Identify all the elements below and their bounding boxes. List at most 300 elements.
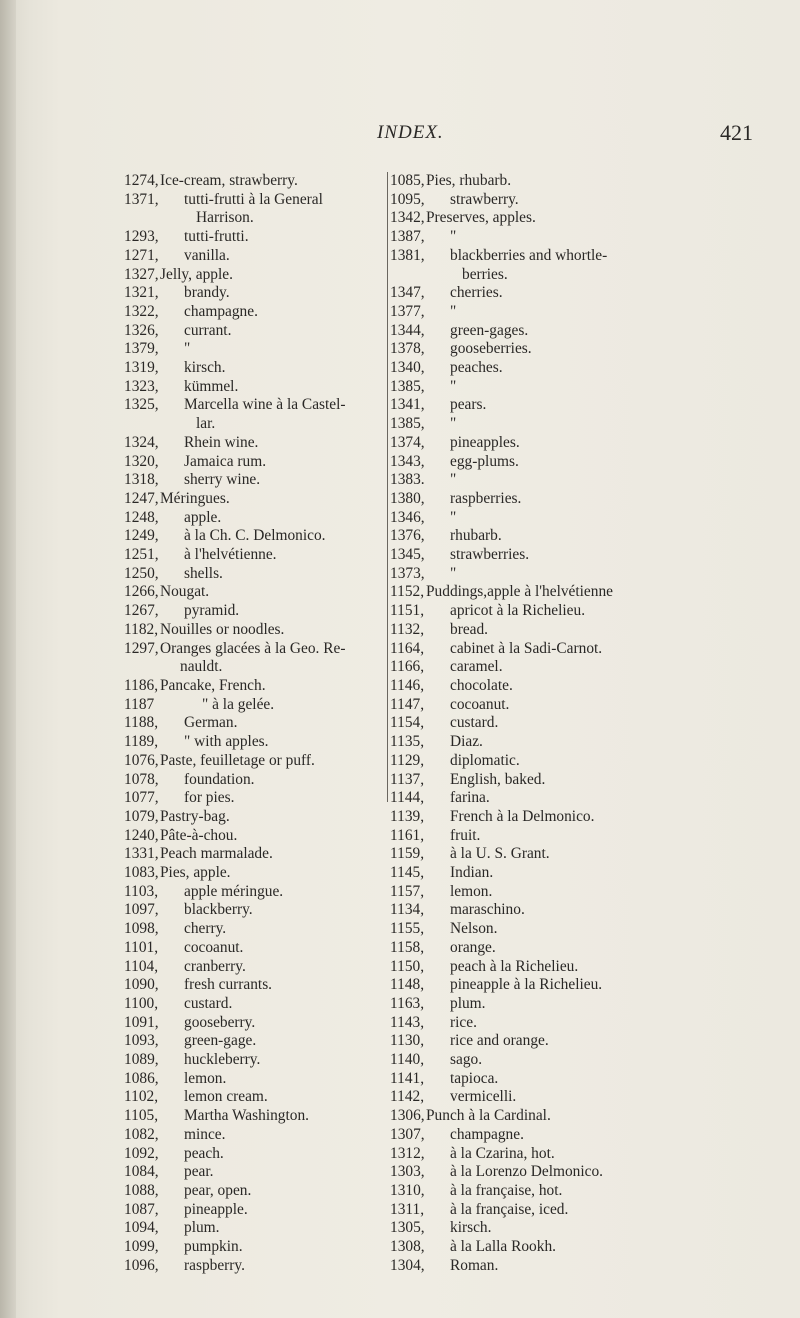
index-entry (124, 1182, 387, 1201)
index-entry (390, 1126, 670, 1145)
entry-term: plum. (184, 1219, 220, 1237)
entry-term: cherry. (184, 920, 227, 938)
entry-continuation: Harrison. (196, 209, 254, 227)
entry-term: rice. (450, 1013, 477, 1031)
index-column-left (124, 172, 387, 1275)
entry-term: peach à la Richelieu. (450, 957, 579, 975)
entry-term: gooseberry. (184, 1013, 256, 1031)
entry-term: green-gages. (450, 321, 529, 339)
entry-term: English, baked. (450, 770, 546, 788)
entry-term: Peach marmalade. (160, 845, 273, 863)
entry-term: " (450, 228, 457, 246)
index-entry (124, 920, 387, 939)
index-entry (124, 621, 387, 640)
entry-term: strawberries. (450, 546, 530, 564)
entry-number: 1347, (390, 284, 425, 302)
index-entry (390, 1032, 670, 1051)
index-entry (390, 303, 670, 322)
page-gutter (0, 0, 16, 1318)
entry-term: Jamaica rum. (184, 452, 267, 470)
index-entry (124, 490, 387, 509)
entry-number: 1318, (124, 471, 159, 489)
entry-number: 1079, (124, 807, 159, 825)
index-entry (390, 359, 670, 378)
entry-term: strawberry. (450, 190, 519, 208)
entry-term: fruit. (450, 826, 481, 844)
entry-number: 1088, (124, 1181, 159, 1199)
index-entry (124, 378, 387, 397)
entry-number: 1090, (124, 976, 159, 994)
index-entry (124, 1201, 387, 1220)
index-entry (390, 827, 670, 846)
index-entry (390, 789, 670, 808)
entry-term: " (450, 415, 457, 433)
entry-term: Nougat. (160, 583, 210, 601)
entry-number: 1380, (390, 489, 425, 507)
entry-number: 1310, (390, 1181, 425, 1199)
entry-number: 1078, (124, 770, 159, 788)
index-entry (124, 602, 387, 621)
index-entry (390, 1070, 670, 1089)
index-entry (390, 490, 670, 509)
running-title: INDEX. (377, 122, 444, 143)
index-entry (124, 827, 387, 846)
entry-number: 1374, (390, 433, 425, 451)
entry-number: 1101, (124, 938, 159, 956)
entry-term: peach. (184, 1144, 224, 1162)
page-number: 421 (720, 120, 753, 145)
entry-term: lemon cream. (184, 1088, 268, 1106)
entry-number: 1377, (390, 302, 425, 320)
entry-term: à l'helvétienne. (184, 546, 277, 564)
entry-term: cocoanut. (450, 695, 510, 713)
entry-number: 1340, (390, 359, 425, 377)
entry-number: 1303, (390, 1163, 425, 1181)
index-entry (124, 901, 387, 920)
entry-number: 1343, (390, 452, 425, 470)
entry-number: 1305, (390, 1219, 425, 1237)
entry-term: brandy. (184, 284, 230, 302)
entry-term: diplomatic. (450, 751, 520, 769)
entry-number: 1103, (124, 882, 159, 900)
entry-term: rice and orange. (450, 1032, 549, 1050)
entry-number: 1381, (390, 246, 425, 264)
entry-number: 1376, (390, 527, 425, 545)
index-entry (390, 640, 670, 659)
entry-number: 1271, (124, 246, 159, 264)
entry-number: 1158, (390, 938, 425, 956)
entry-term: orange. (450, 938, 496, 956)
entry-term: Ice-cream, strawberry. (160, 172, 298, 189)
index-entry (124, 509, 387, 528)
entry-term: à la française, hot. (450, 1181, 563, 1199)
index-entry (124, 677, 387, 696)
index-entry (390, 677, 670, 696)
entry-term: tapioca. (450, 1069, 499, 1087)
entry-number: 1248, (124, 508, 159, 526)
entry-term: vanilla. (184, 246, 230, 264)
entry-number: 1134, (390, 901, 425, 919)
index-entry (390, 733, 670, 752)
entry-term: maraschino. (450, 901, 525, 919)
index-entry (124, 808, 387, 827)
entry-term: Paste, feuilletage or puff. (160, 751, 315, 769)
entry-term: custard. (184, 994, 233, 1012)
entry-term: sago. (450, 1051, 483, 1069)
entry-number: 1373, (390, 564, 425, 582)
entry-term: " à la gelée. (202, 695, 275, 713)
entry-term: Pâte-à-chou. (160, 826, 238, 844)
entry-continuation: berries. (462, 265, 508, 283)
entry-number: 1345, (390, 546, 425, 564)
entry-term: Martha Washington. (184, 1107, 310, 1125)
entry-term: cranberry. (184, 957, 246, 975)
index-entry (390, 995, 670, 1014)
entry-number: 1140, (390, 1051, 425, 1069)
index-entry (390, 602, 670, 621)
entry-number: 1311, (390, 1200, 425, 1218)
entry-number: 1100, (124, 994, 159, 1012)
index-entry (390, 1163, 670, 1182)
entry-number: 1307, (390, 1125, 425, 1143)
index-entry (124, 1126, 387, 1145)
entry-number: 1341, (390, 396, 425, 414)
column-divider (387, 172, 388, 802)
entry-term: à la Czarina, hot. (450, 1144, 555, 1162)
index-entry (390, 434, 670, 453)
index-entry (390, 1219, 670, 1238)
index-entry (124, 1163, 387, 1182)
entry-term: blackberry. (184, 901, 253, 919)
entry-term: Nelson. (450, 920, 498, 938)
index-entry (390, 976, 670, 995)
entry-number: 1312, (390, 1144, 425, 1162)
index-entry (124, 266, 387, 285)
entry-term: apple. (184, 508, 222, 526)
index-entry (390, 415, 670, 434)
entry-number: 1163, (390, 994, 425, 1012)
index-entry (390, 808, 670, 827)
index-entry (124, 359, 387, 378)
entry-number: 1146, (390, 676, 425, 694)
entry-number: 1346, (390, 508, 425, 526)
entry-number: 1097, (124, 901, 159, 919)
entry-term: kirsch. (450, 1219, 492, 1237)
index-entry (390, 1145, 670, 1164)
entry-number: 1249, (124, 527, 159, 545)
entry-term: pineapple. (184, 1200, 248, 1218)
entry-number: 1141, (390, 1069, 425, 1087)
entry-number: 1076, (124, 751, 159, 769)
index-entry (390, 1238, 670, 1257)
entry-term: pyramid. (184, 602, 240, 620)
index-entry (124, 340, 387, 359)
entry-number: 1251, (124, 546, 159, 564)
entry-number: 1148, (390, 976, 425, 994)
index-entry (390, 752, 670, 771)
entry-term: " (450, 302, 457, 320)
entry-term: French à la Delmonico. (450, 807, 595, 825)
index-entry (390, 1201, 670, 1220)
index-entry (390, 322, 670, 341)
index-entry (124, 1032, 387, 1051)
entry-number: 1308, (390, 1238, 425, 1256)
entry-term: Punch à la Cardinal. (426, 1107, 551, 1125)
entry-number: 1266, (124, 583, 159, 601)
entry-number: 1098, (124, 920, 159, 938)
index-entry (390, 939, 670, 958)
entry-number: 1099, (124, 1238, 159, 1256)
entry-number: 1186, (124, 676, 159, 694)
index-entry (390, 284, 670, 303)
entry-number: 1093, (124, 1032, 159, 1050)
entry-number: 1152, (390, 583, 425, 601)
entry-term: apricot à la Richelieu. (450, 602, 586, 620)
entry-number: 1240, (124, 826, 159, 844)
entry-continuation: lar. (196, 415, 216, 433)
index-entry (390, 1014, 670, 1033)
index-entry (124, 583, 387, 602)
index-entry (390, 1182, 670, 1201)
entry-term: huckleberry. (184, 1051, 261, 1069)
entry-term: Pies, rhubarb. (426, 172, 512, 189)
index-entry (124, 453, 387, 472)
index-entry (390, 509, 670, 528)
entry-number: 1385, (390, 377, 425, 395)
index-entry (124, 1219, 387, 1238)
index-entry (390, 527, 670, 546)
entry-term: Roman. (450, 1256, 499, 1274)
index-entry (124, 1051, 387, 1070)
entry-term: Pancake, French. (160, 676, 266, 694)
entry-number: 1150, (390, 957, 425, 975)
entry-term: chocolate. (450, 676, 513, 694)
entry-term: currant. (184, 321, 232, 339)
index-entry (124, 958, 387, 977)
entry-number: 1325, (124, 396, 159, 414)
entry-term: plum. (450, 994, 486, 1012)
entry-term: à la Lalla Rookh. (450, 1238, 556, 1256)
entry-term: green-gage. (184, 1032, 257, 1050)
entry-term: " with apples. (184, 733, 269, 751)
entry-number: 1326, (124, 321, 159, 339)
index-entry (390, 247, 670, 266)
entry-number: 1274, (124, 172, 159, 189)
index-entry (390, 209, 670, 228)
index-entry (124, 1070, 387, 1089)
entry-number: 1147, (390, 695, 425, 713)
index-entry (390, 696, 670, 715)
entry-term: pineapples. (450, 433, 520, 451)
index-entry (124, 1257, 387, 1276)
entry-term: kirsch. (184, 359, 226, 377)
entry-term: tutti-frutti à la General (184, 190, 323, 208)
entry-number: 1267, (124, 602, 159, 620)
entry-number: 1142, (390, 1088, 425, 1106)
entry-term: à la Ch. C. Delmonico. (184, 527, 326, 545)
entry-number: 1321, (124, 284, 159, 302)
index-entry (390, 565, 670, 584)
entry-term: " (450, 564, 457, 582)
index-entry (124, 322, 387, 341)
index-entry (124, 471, 387, 490)
index-entry (390, 920, 670, 939)
index-entry (390, 453, 670, 472)
index-entry (124, 565, 387, 584)
entry-term: mince. (184, 1125, 226, 1143)
index-entry (390, 901, 670, 920)
entry-number: 1304, (390, 1256, 425, 1274)
index-entry (390, 583, 670, 602)
index-entry (390, 228, 670, 247)
index-entry (390, 771, 670, 790)
index-entry (124, 1088, 387, 1107)
index-entry (124, 1014, 387, 1033)
entry-number: 1387, (390, 228, 425, 246)
entry-number: 1137, (390, 770, 425, 788)
entry-term: rhubarb. (450, 527, 502, 545)
entry-term: egg-plums. (450, 452, 519, 470)
index-entry (390, 1257, 670, 1276)
entry-number: 1383. (390, 471, 425, 489)
entry-number: 1189, (124, 733, 159, 751)
index-entry (124, 789, 387, 808)
entry-number: 1082, (124, 1125, 159, 1143)
entry-number: 1161, (390, 826, 425, 844)
entry-number: 1129, (390, 751, 425, 769)
entry-number: 1293, (124, 228, 159, 246)
index-column-right (390, 172, 670, 1275)
entry-number: 1086, (124, 1069, 159, 1087)
entry-number: 1324, (124, 433, 159, 451)
index-entry (390, 1051, 670, 1070)
entry-term: fresh currants. (184, 976, 273, 994)
entry-number: 1083, (124, 864, 159, 882)
entry-term: tutti-frutti. (184, 228, 249, 246)
index-entry (390, 958, 670, 977)
entry-number: 1095, (390, 190, 425, 208)
index-entry (390, 471, 670, 490)
index-entry (124, 247, 387, 266)
entry-number: 1151, (390, 602, 425, 620)
entry-number: 1379, (124, 340, 159, 358)
entry-term: " (450, 508, 457, 526)
entry-number: 1342, (390, 209, 425, 227)
index-entry (124, 1107, 387, 1126)
entry-number: 1323, (124, 377, 159, 395)
entry-term: " (450, 377, 457, 395)
entry-term: raspberries. (450, 489, 522, 507)
entry-term: cabinet à la Sadi-Carnot. (450, 639, 603, 657)
entry-number: 1385, (390, 415, 425, 433)
entry-term: à la française, iced. (450, 1200, 569, 1218)
entry-number: 1327, (124, 265, 159, 283)
entry-term: foundation. (184, 770, 255, 788)
index-entry (124, 845, 387, 864)
index-entry (390, 340, 670, 359)
entry-term: Indian. (450, 864, 494, 882)
entry-term: Puddings,apple à l'helvétienne (426, 583, 613, 601)
entry-number: 1188, (124, 714, 159, 732)
entry-term: Jelly, apple. (160, 265, 233, 283)
entry-number: 1331, (124, 845, 159, 863)
entry-number: 1105, (124, 1107, 159, 1125)
entry-number: 1159, (390, 845, 425, 863)
entry-term: pears. (450, 396, 487, 414)
entry-term: kümmel. (184, 377, 239, 395)
index-entry (124, 771, 387, 790)
index-entry (124, 733, 387, 752)
entry-number: 1135, (390, 733, 425, 751)
entry-number: 1250, (124, 564, 159, 582)
entry-term: cherries. (450, 284, 503, 302)
index-entry (390, 621, 670, 640)
index-entry (390, 191, 670, 210)
entry-term: à la Lorenzo Delmonico. (450, 1163, 603, 1181)
index-entry (390, 1088, 670, 1107)
entry-term: champagne. (450, 1125, 524, 1143)
entry-number: 1166, (390, 658, 425, 676)
entry-number: 1092, (124, 1144, 159, 1162)
entry-number: 1132, (390, 620, 425, 638)
entry-number: 1094, (124, 1219, 159, 1237)
index-entry (124, 696, 387, 715)
entry-number: 1084, (124, 1163, 159, 1181)
entry-term: raspberry. (184, 1256, 245, 1274)
entry-term: German. (184, 714, 238, 732)
entry-number: 1096, (124, 1256, 159, 1274)
entry-number: 1322, (124, 302, 159, 320)
entry-number: 1089, (124, 1051, 159, 1069)
index-entry (124, 546, 387, 565)
entry-number: 1130, (390, 1032, 425, 1050)
entry-number: 1306, (390, 1107, 425, 1125)
entry-number: 1085, (390, 172, 425, 189)
entry-term: " (450, 471, 457, 489)
entry-term: Marcella wine à la Castel- (184, 396, 346, 414)
entry-number: 1154, (390, 714, 425, 732)
entry-number: 1145, (390, 864, 425, 882)
entry-number: 1139, (390, 807, 425, 825)
entry-number: 1247, (124, 489, 159, 507)
index-entry (390, 658, 670, 677)
entry-number: 1297, (124, 639, 159, 657)
index-entry (390, 396, 670, 415)
entry-term: apple méringue. (184, 882, 284, 900)
entry-term: à la U. S. Grant. (450, 845, 550, 863)
entry-term: gooseberries. (450, 340, 532, 358)
index-entry (124, 640, 387, 659)
index-entry (390, 845, 670, 864)
index-entry (124, 527, 387, 546)
index-entry (124, 976, 387, 995)
entry-term: pear, open. (184, 1181, 252, 1199)
entry-number: 1319, (124, 359, 159, 377)
entry-term: custard. (450, 714, 499, 732)
entry-term: Pastry-bag. (160, 807, 230, 825)
entry-number: 1155, (390, 920, 425, 938)
entry-term: for pies. (184, 789, 235, 807)
entry-term: pineapple à la Richelieu. (450, 976, 603, 994)
entry-term: bread. (450, 620, 489, 638)
entry-number: 1102, (124, 1088, 159, 1106)
index-entry (124, 303, 387, 322)
index-entry (124, 714, 387, 733)
entry-term: vermicelli. (450, 1088, 517, 1106)
index-entry (124, 228, 387, 247)
entry-term: peaches. (450, 359, 503, 377)
entry-term: caramel. (450, 658, 503, 676)
